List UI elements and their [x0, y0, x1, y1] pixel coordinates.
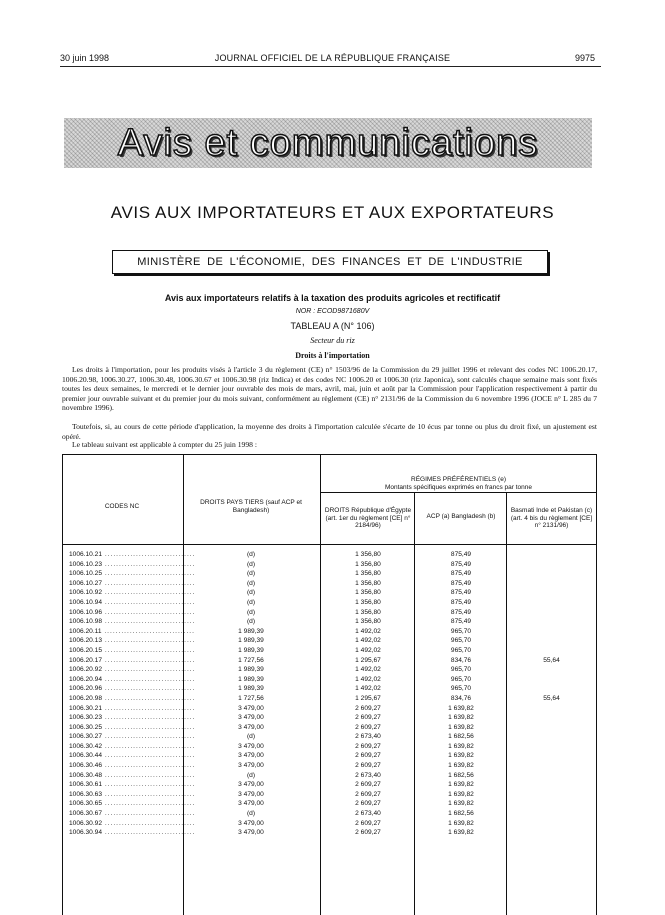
droits-egypte-cell: 1 356,80: [355, 589, 381, 597]
acp-cell: 1 639,82: [448, 752, 474, 760]
droits-egypte-cell: 2 609,27: [355, 723, 381, 731]
droits-egypte-cell: 1 356,80: [355, 598, 381, 606]
table-row: [63, 666, 596, 676]
droits-egypte-cell: 1 295,67: [355, 694, 381, 702]
droits-egypte-cell: 2 609,27: [355, 762, 381, 770]
acp-cell: 1 639,82: [448, 762, 474, 770]
droits-egypte-cell: 1 356,80: [355, 551, 381, 558]
acp-cell: 875,49: [450, 589, 472, 597]
notice-secteur: Secteur du riz: [310, 336, 355, 345]
table-row: [63, 829, 596, 839]
code-cell: 1006.10.21 .....: [69, 551, 195, 558]
acp-cell: 1 682,56: [448, 810, 474, 818]
header-rule: [60, 66, 601, 67]
droits-egypte-cell: 2 609,27: [355, 829, 381, 837]
droits-egypte-cell: 1 356,80: [355, 570, 381, 578]
table-row: [63, 724, 596, 734]
code-cell: 1006.30.46 .....: [69, 762, 195, 769]
table-row: [63, 580, 596, 590]
droits-tiers-cell: (d): [246, 771, 256, 779]
droits-egypte-cell: 2 609,27: [355, 742, 381, 750]
table-row: [63, 628, 596, 638]
code-cell: 1006.10.27 .....: [69, 580, 195, 587]
code-cell: 1006.30.27 .....: [69, 733, 195, 740]
header-droits-pays-tiers: DROITS PAYS TIERS (sauf ACP et Bangladesh): [200, 499, 302, 514]
header-droits-egypte: DROITS République d'Égypte (art. 1er du règlement [CE] n° 2184/96): [324, 507, 412, 529]
code-cell: 1006.10.98 .....: [69, 618, 195, 625]
droits-egypte-cell: 2 609,27: [355, 752, 381, 760]
droits-tiers-cell: 3 479,00: [238, 781, 264, 789]
table-row: [63, 637, 596, 647]
droits-tiers-cell: (d): [246, 598, 256, 606]
droits-egypte-cell: 1 356,80: [355, 579, 381, 587]
droits-egypte-cell: 2 609,27: [355, 781, 381, 789]
notice-nor: NOR : ECOD9871680V: [295, 308, 370, 315]
acp-cell: 1 639,82: [448, 781, 474, 789]
code-cell: 1006.30.65 .....: [69, 800, 195, 807]
table-row: [63, 561, 596, 571]
droits-egypte-cell: 1 492,02: [355, 666, 381, 674]
code-cell: 1006.20.17 .....: [69, 657, 195, 664]
code-cell: 1006.30.94 .....: [69, 829, 195, 836]
table-row: [63, 705, 596, 715]
paragraph-3: Le tableau suivant est applicable à compter du 25 juin 1998 :: [72, 440, 257, 449]
droits-tiers-cell: (d): [246, 589, 256, 597]
notice-droits-title: Droits à l'importation: [295, 351, 370, 360]
droits-egypte-cell: 2 609,27: [355, 704, 381, 712]
table-row: [63, 810, 596, 820]
droits-tiers-cell: 3 479,00: [238, 829, 264, 837]
table-row: [63, 743, 596, 753]
banner: [64, 118, 592, 168]
code-cell: 1006.10.96 .....: [69, 609, 195, 616]
droits-tiers-cell: 1 989,39: [238, 675, 264, 683]
droits-tiers-cell: (d): [246, 618, 256, 626]
droits-tiers-cell: 1 727,56: [238, 694, 264, 702]
acp-cell: 875,49: [450, 608, 472, 616]
droits-egypte-cell: 1 356,80: [355, 560, 381, 568]
acp-cell: 1 639,82: [448, 714, 474, 722]
droits-egypte-cell: 2 609,27: [355, 790, 381, 798]
section-title: AVIS AUX IMPORTATEURS ET AUX EXPORTATEURS: [110, 203, 555, 222]
acp-cell: 1 682,56: [448, 771, 474, 779]
droits-tiers-cell: 3 479,00: [238, 723, 264, 731]
table-row: [63, 551, 596, 561]
droits-egypte-cell: 1 356,80: [355, 618, 381, 626]
table-body: [63, 551, 596, 839]
table-row: [63, 714, 596, 724]
code-cell: 1006.20.96 .....: [69, 685, 195, 692]
droits-tiers-cell: 3 479,00: [238, 752, 264, 760]
acp-cell: 965,70: [450, 646, 472, 654]
header-page-number: 9975: [574, 53, 595, 63]
header-journal-title: JOURNAL OFFICIEL DE LA RÉPUBLIQUE FRANÇAISE: [214, 53, 451, 63]
acp-cell: 875,49: [450, 579, 472, 587]
table-row: [63, 752, 596, 762]
table-row: [63, 570, 596, 580]
banner-title: Avis et communications: [117, 121, 539, 164]
code-cell: 1006.30.67 .....: [69, 810, 195, 817]
droits-egypte-cell: 2 673,40: [355, 771, 381, 779]
acp-cell: 875,49: [450, 551, 472, 558]
table-row: [63, 599, 596, 609]
droits-tiers-cell: 3 479,00: [238, 762, 264, 770]
droits-tiers-cell: (d): [246, 608, 256, 616]
header-regimes-subtitle: Montants spécifiques exprimés en francs par tonne: [384, 484, 533, 491]
droits-tiers-cell: 1 989,39: [238, 646, 264, 654]
acp-cell: 965,70: [450, 685, 472, 693]
basmati-cell: 55,64: [543, 656, 560, 664]
tariff-table: [62, 454, 597, 915]
code-cell: 1006.20.98 .....: [69, 695, 195, 702]
code-cell: 1006.30.61 .....: [69, 781, 195, 788]
ministry-box: [112, 250, 548, 274]
code-cell: 1006.30.48 .....: [69, 772, 195, 779]
droits-egypte-cell: 1 295,67: [355, 656, 381, 664]
code-cell: 1006.30.25 .....: [69, 724, 195, 731]
table-row: [63, 647, 596, 657]
acp-cell: 875,49: [450, 560, 472, 568]
acp-cell: 875,49: [450, 618, 472, 626]
droits-egypte-cell: 1 492,02: [355, 627, 381, 635]
droits-tiers-cell: 1 989,39: [238, 627, 264, 635]
code-cell: 1006.20.11 .....: [69, 628, 195, 635]
acp-cell: 965,70: [450, 637, 472, 645]
droits-egypte-cell: 2 609,27: [355, 714, 381, 722]
code-cell: 1006.30.42 .....: [69, 743, 195, 750]
droits-tiers-cell: 3 479,00: [238, 819, 264, 827]
droits-egypte-cell: 2 609,27: [355, 800, 381, 808]
table-row: [63, 657, 596, 667]
table-row: [63, 676, 596, 686]
acp-cell: 1 682,56: [448, 733, 474, 741]
code-cell: 1006.20.15 .....: [69, 647, 195, 654]
acp-cell: 965,70: [450, 666, 472, 674]
droits-tiers-cell: 1 989,39: [238, 666, 264, 674]
droits-egypte-cell: 1 492,02: [355, 637, 381, 645]
droits-egypte-cell: 2 673,40: [355, 733, 381, 741]
code-cell: 1006.20.94 .....: [69, 676, 195, 683]
table-row: [63, 609, 596, 619]
notice-title: Avis aux importateurs relatifs à la taxation des produits agricoles et rectificatif: [164, 293, 501, 303]
droits-tiers-cell: 3 479,00: [238, 742, 264, 750]
header-codes-nc: CODES NC: [104, 503, 140, 510]
paragraph-1: Les droits à l'importation, pour les produits visés à l'article 3 du règlement (CE) n° 1503/96 de la Commission du 29 juillet 1996 et relevant des codes NC 1006.20.17, 1006.20.98, 1006.30.27, 1006.30.48, 1006.30.67 et 1006.30.98 (riz Indica) et des codes NC 1006.20 et 1006.30 (riz Japonica), sont calculés chaque semaine mais sont fixés toutes les deux semaines, le mercredi et le dernier jour ouvrable des mois de mars, avril, mai, juin et août par la Commission pour l'application respectivement à partir du premier jour ouvrable suivant et du premier jour du mois suivant, conformément au règlement (CE) n° 2131/96 de la Commission du 6 novembre 1996 (JOCE n° L 285 du 7 novembre 1996).: [62, 365, 597, 412]
droits-tiers-cell: (d): [246, 733, 256, 741]
table-row: [63, 820, 596, 830]
regimes-divider: [320, 492, 596, 493]
table-row: [63, 800, 596, 810]
acp-cell: 1 639,82: [448, 829, 474, 837]
droits-egypte-cell: 1 492,02: [355, 675, 381, 683]
header-regimes-preferentiels: RÉGIMES PRÉFÉRENTIELS (e): [411, 476, 506, 483]
table-row: [63, 781, 596, 791]
acp-cell: 1 639,82: [448, 723, 474, 731]
acp-cell: 1 639,82: [448, 704, 474, 712]
droits-egypte-cell: 2 673,40: [355, 810, 381, 818]
code-cell: 1006.30.21 .....: [69, 705, 195, 712]
droits-tiers-cell: 1 727,56: [238, 656, 264, 664]
ministry-name: MINISTÈRE DE L'ÉCONOMIE, DES FINANCES ET DE L'INDUSTRIE: [137, 256, 523, 268]
droits-tiers-cell: (d): [246, 551, 256, 558]
code-cell: 1006.10.25 .....: [69, 570, 195, 577]
code-cell: 1006.10.94 .....: [69, 599, 195, 606]
droits-tiers-cell: 3 479,00: [238, 714, 264, 722]
header-acp-bangladesh: ACP (a) Bangladesh (b): [426, 513, 496, 520]
code-cell: 1006.30.23 .....: [69, 714, 195, 721]
acp-cell: 875,49: [450, 598, 472, 606]
code-cell: 1006.10.23 .....: [69, 561, 195, 568]
droits-tiers-cell: (d): [246, 579, 256, 587]
table-row: [63, 762, 596, 772]
code-cell: 1006.20.92 .....: [69, 666, 195, 673]
table-row: [63, 772, 596, 782]
droits-tiers-cell: (d): [246, 570, 256, 578]
table-row: [63, 733, 596, 743]
droits-tiers-cell: 3 479,00: [238, 704, 264, 712]
acp-cell: 1 639,82: [448, 742, 474, 750]
acp-cell: 1 639,82: [448, 819, 474, 827]
droits-egypte-cell: 2 609,27: [355, 819, 381, 827]
header-date: 30 juin 1998: [60, 53, 110, 63]
notice-tableau: TABLEAU A (N° 106): [290, 321, 375, 331]
table-row: [63, 618, 596, 628]
droits-tiers-cell: 3 479,00: [238, 800, 264, 808]
acp-cell: 1 639,82: [448, 800, 474, 808]
acp-cell: 1 639,82: [448, 790, 474, 798]
code-cell: 1006.10.92 .....: [69, 589, 195, 596]
table-row: [63, 791, 596, 801]
acp-cell: 965,70: [450, 675, 472, 683]
droits-egypte-cell: 1 492,02: [355, 685, 381, 693]
droits-egypte-cell: 1 356,80: [355, 608, 381, 616]
basmati-cell: 55,64: [543, 694, 560, 702]
header-basmati: Basmati Inde et Pakistan (c) (art. 4 bis du règlement [CE] n° 2131/96): [510, 507, 593, 529]
table-row: [63, 589, 596, 599]
droits-tiers-cell: (d): [246, 810, 256, 818]
code-cell: 1006.30.92 .....: [69, 820, 195, 827]
acp-cell: 834,76: [450, 694, 472, 702]
table-row: [63, 695, 596, 705]
paragraph-2: Toutefois, si, au cours de cette période d'application, la moyenne des droits à l'importation calculée s'écarte de 10 écus par tonne ou plus du droit fixé, un ajustement est opéré.: [62, 422, 597, 441]
droits-egypte-cell: 1 492,02: [355, 646, 381, 654]
code-cell: 1006.20.13 .....: [69, 637, 195, 644]
header-divider: [63, 544, 596, 545]
code-cell: 1006.30.63 .....: [69, 791, 195, 798]
code-cell: 1006.30.44 .....: [69, 752, 195, 759]
droits-tiers-cell: 3 479,00: [238, 790, 264, 798]
droits-tiers-cell: (d): [246, 560, 256, 568]
droits-tiers-cell: 1 989,39: [238, 637, 264, 645]
droits-tiers-cell: 1 989,39: [238, 685, 264, 693]
acp-cell: 875,49: [450, 570, 472, 578]
acp-cell: 834,76: [450, 656, 472, 664]
table-row: [63, 685, 596, 695]
acp-cell: 965,70: [450, 627, 472, 635]
